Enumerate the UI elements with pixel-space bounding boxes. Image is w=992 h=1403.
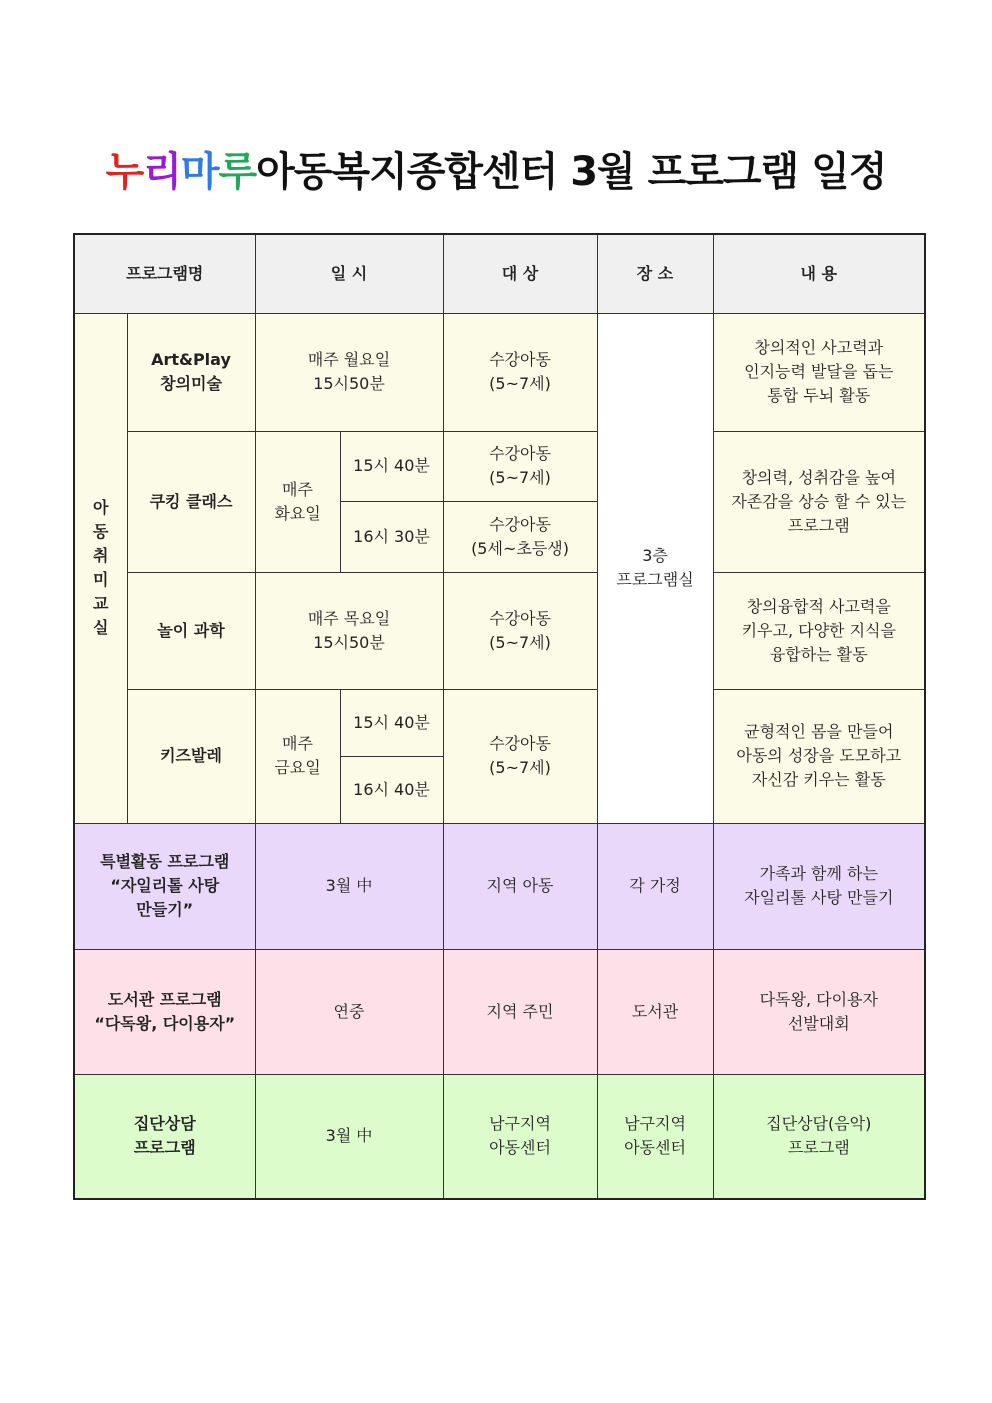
content-cell: 창의융합적 사고력을 키우고, 다양한 지식을 융합하는 활동 <box>713 572 925 689</box>
table-row <box>74 572 925 689</box>
table-row <box>74 313 925 431</box>
target-cell: 지역 아동 <box>443 823 597 949</box>
time-cell: 16시 40분 <box>340 756 443 823</box>
table-row <box>74 431 925 501</box>
target-cell: 수강아동 (5~7세) <box>443 572 597 689</box>
datetime-cell: 3월 中 <box>255 823 443 949</box>
schedule-table <box>73 233 926 1200</box>
header-program: 프로그램명 <box>74 234 255 313</box>
place-cell: 남구지역 아동센터 <box>597 1074 713 1199</box>
time-cell: 15시 40분 <box>340 689 443 756</box>
page-title <box>0 140 992 197</box>
place-cell: 도서관 <box>597 949 713 1074</box>
day-cell: 매주 화요일 <box>255 431 340 572</box>
title-char-4: 루 <box>218 149 257 195</box>
program-name: 키즈발레 <box>127 689 255 823</box>
target-cell: 지역 주민 <box>443 949 597 1074</box>
target-cell: 남구지역 아동센터 <box>443 1074 597 1199</box>
datetime-cell: 3월 中 <box>255 1074 443 1199</box>
target-cell: 수강아동 (5~7세) <box>443 689 597 823</box>
header-row <box>74 234 925 313</box>
program-name: 쿠킹 클래스 <box>127 431 255 572</box>
target-cell: 수강아동 (5~7세) <box>443 431 597 501</box>
table-row <box>74 949 925 1074</box>
program-name: 집단상담 프로그램 <box>74 1074 255 1199</box>
target-cell: 수강아동 (5세~초등생) <box>443 501 597 572</box>
title-char-2: 리 <box>143 149 181 195</box>
program-name: 놀이 과학 <box>127 572 255 689</box>
header-datetime: 일 시 <box>255 234 443 313</box>
header-target: 대 상 <box>443 234 597 313</box>
group-label: 아 동 취 미 교 실 <box>74 313 127 823</box>
day-cell: 매주 금요일 <box>255 689 340 823</box>
program-name: 도서관 프로그램 “다독왕, 다이용자” <box>74 949 255 1074</box>
table-row <box>74 1074 925 1199</box>
content-cell: 창의적인 사고력과 인지능력 발달을 돕는 통합 두뇌 활동 <box>713 313 925 431</box>
content-cell: 집단상담(음악) 프로그램 <box>713 1074 925 1199</box>
datetime-cell: 매주 목요일 15시50분 <box>255 572 443 689</box>
content-cell: 균형적인 몸을 만들어 아동의 성장을 도모하고 자신감 키우는 활동 <box>713 689 925 823</box>
time-cell: 15시 40분 <box>340 431 443 501</box>
datetime-cell: 연중 <box>255 949 443 1074</box>
table-row <box>74 823 925 949</box>
datetime-cell: 매주 월요일 15시50분 <box>255 313 443 431</box>
header-place: 장 소 <box>597 234 713 313</box>
header-content: 내 용 <box>713 234 925 313</box>
target-cell: 수강아동 (5~7세) <box>443 313 597 431</box>
title-rest: 아동복지종합센터 3월 프로그램 일정 <box>256 149 887 195</box>
content-cell: 다독왕, 다이용자 선발대회 <box>713 949 925 1074</box>
content-cell: 가족과 함께 하는 자일리톨 사탕 만들기 <box>713 823 925 949</box>
table-row <box>74 689 925 756</box>
program-name: 특별활동 프로그램 “자일리톨 사탕 만들기” <box>74 823 255 949</box>
place-cell: 3층 프로그램실 <box>597 313 713 823</box>
title-char-3: 마 <box>180 149 219 195</box>
content-cell: 창의력, 성취감을 높여 자존감을 상승 할 수 있는 프로그램 <box>713 431 925 572</box>
time-cell: 16시 30분 <box>340 501 443 572</box>
title-char-1: 누 <box>105 149 144 195</box>
place-cell: 각 가정 <box>597 823 713 949</box>
program-name: Art&Play 창의미술 <box>127 313 255 431</box>
